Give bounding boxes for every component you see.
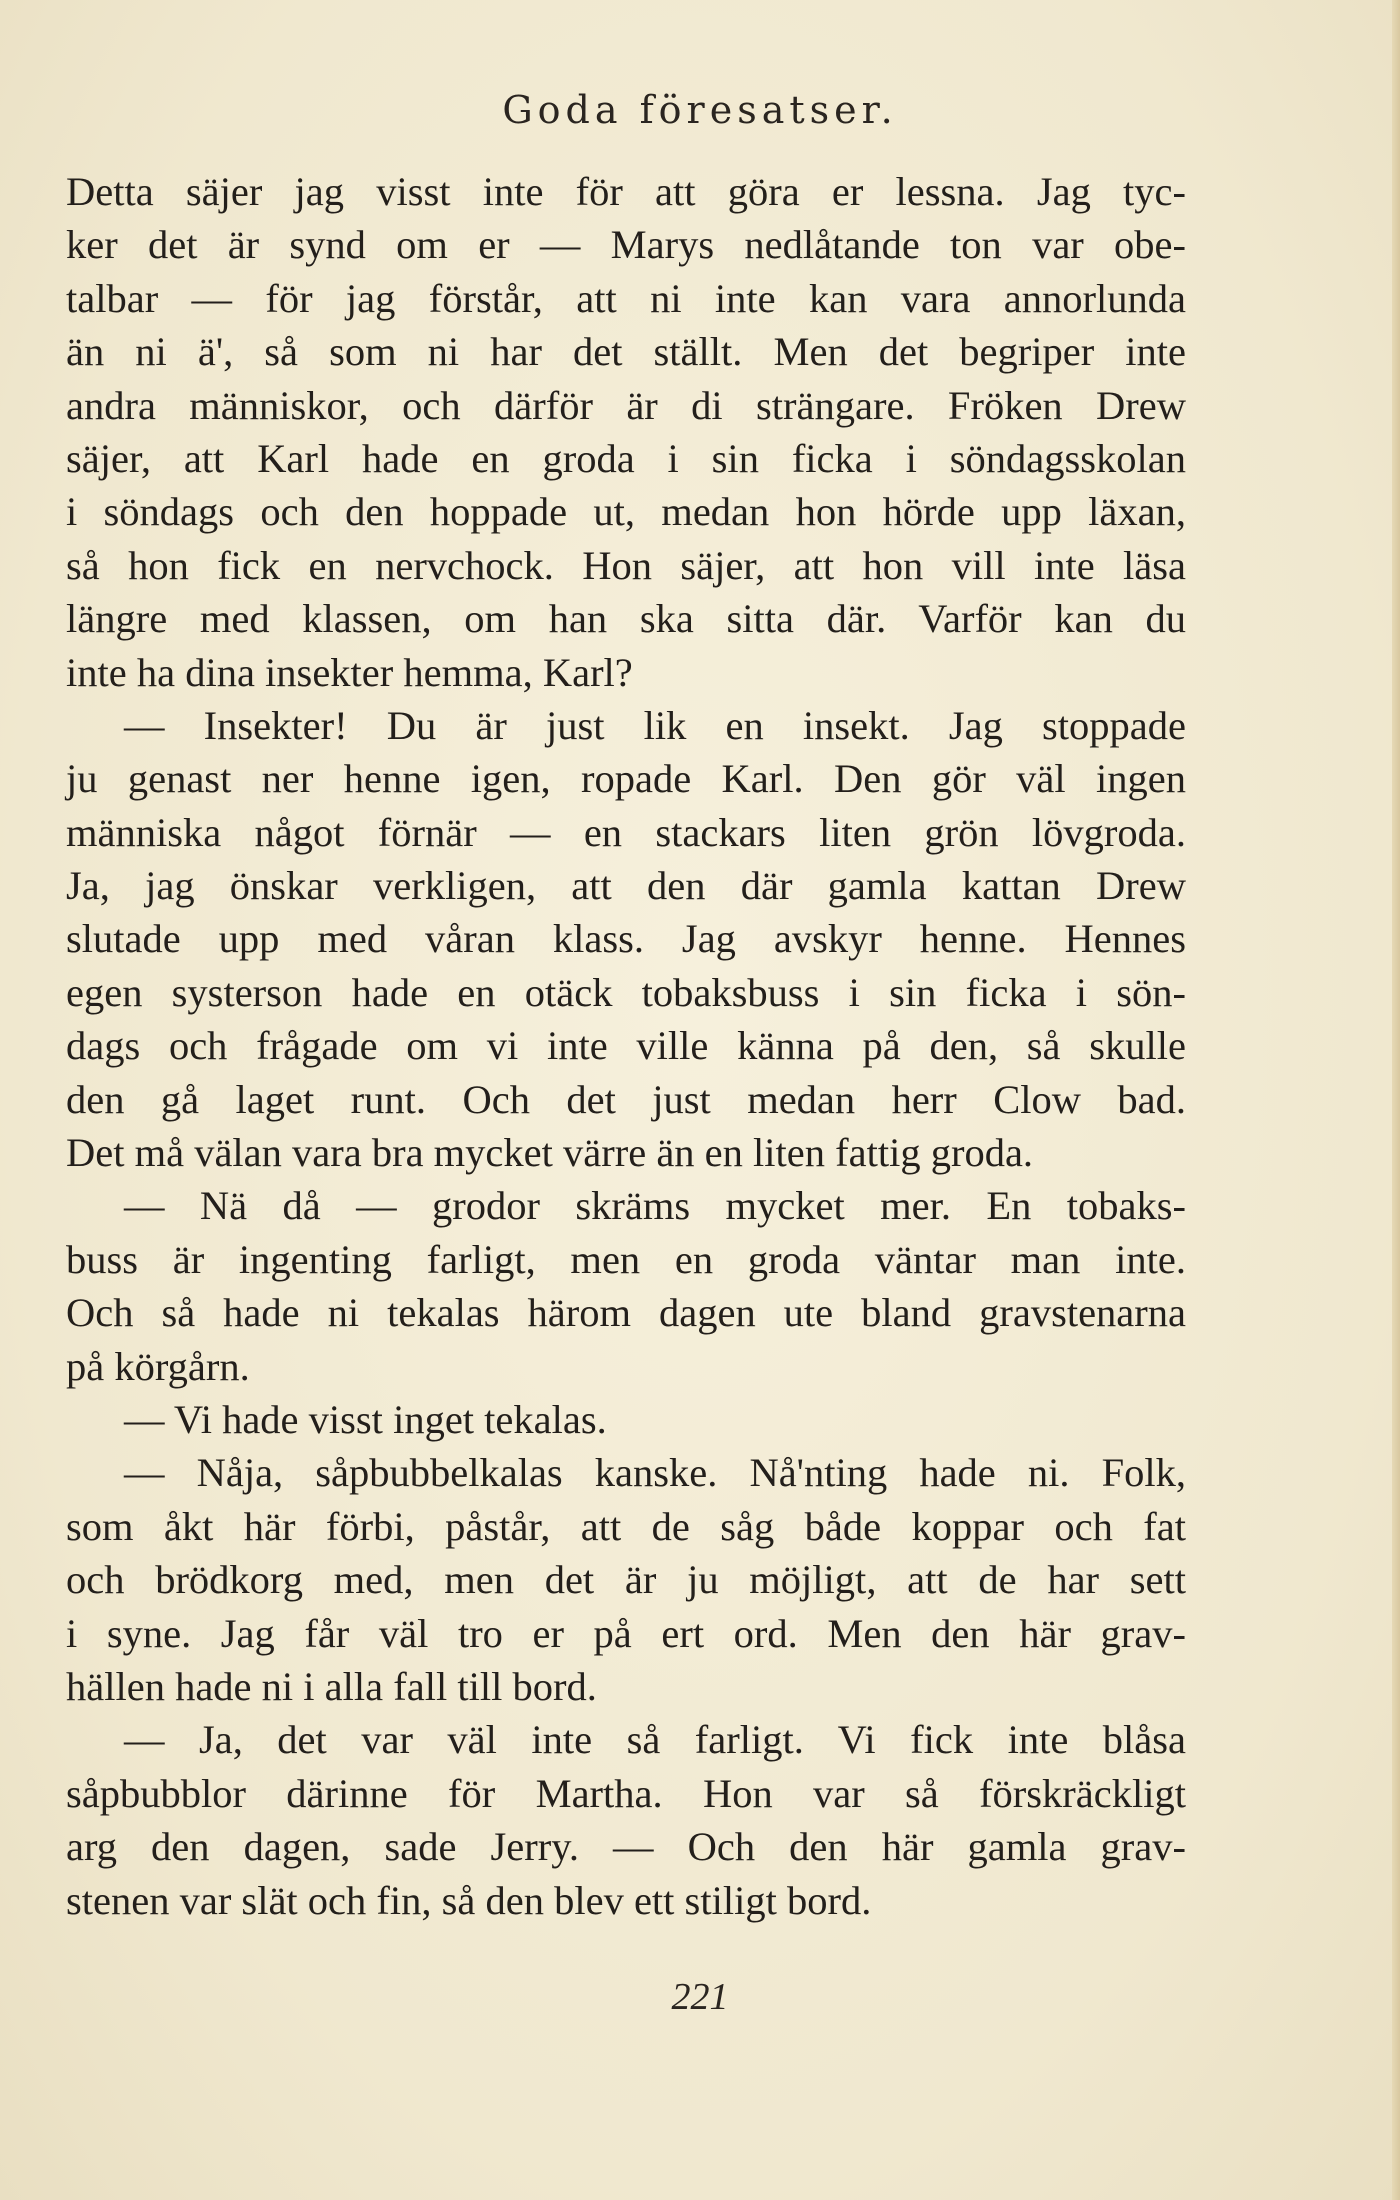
- paragraph: [66, 699, 1186, 1180]
- text-line: så hon fick en nervchock. Hon säjer, att hon vill inte läsa: [66, 542, 1186, 588]
- text-line: talbar — för jag förstår, att ni inte kan vara annorlunda: [66, 275, 1186, 321]
- text-line: buss är ingenting farligt, men en groda väntar man inte.: [66, 1236, 1186, 1282]
- text-line: — Vi hade visst inget tekalas.: [124, 1396, 607, 1442]
- text-line: säjer, att Karl hade en groda i sin ficka i söndagsskolan: [66, 435, 1186, 481]
- text-line: på körgårn.: [66, 1343, 250, 1389]
- page-number: 221: [671, 1976, 729, 2018]
- paragraph: [66, 1179, 1186, 1393]
- text-line: Och så hade ni tekalas härom dagen ute bland gravstenarna: [66, 1290, 1186, 1336]
- text-line: — Insekter! Du är just lik en insekt. Jag stoppade: [124, 702, 1186, 748]
- text-line: Detta säjer jag visst inte för att göra er lessna. Jag tyc-: [66, 169, 1186, 214]
- text-line: i söndags och den hoppade ut, medan hon hörde upp läxan,: [66, 489, 1186, 535]
- text-line: inte ha dina insekter hemma, Karl?: [66, 649, 633, 695]
- text-line: ju genast ner henne igen, ropade Karl. Den gör väl ingen: [66, 756, 1186, 802]
- text-line: stenen var slät och fin, så den blev ett stiligt bord.: [66, 1877, 872, 1923]
- text-line: människa något förnär — en stackars liten grön lövgroda.: [66, 809, 1186, 855]
- text-line: slutade upp med våran klass. Jag avskyr henne. Hennes: [66, 916, 1186, 962]
- text-line: arg den dagen, sade Jerry. — Och den här gamla grav-: [66, 1824, 1186, 1870]
- text-line: Ja, jag önskar verkligen, att den där gamla kattan Drew: [66, 863, 1186, 909]
- text-line: — Nåja, såpbubbelkalas kanske. Nå'nting hade ni. Folk,: [124, 1450, 1186, 1496]
- text-line: Det må välan vara bra mycket värre än en liten fattig groda.: [66, 1130, 1034, 1176]
- text-line: och brödkorg med, men det är ju möjligt, att de har sett: [66, 1557, 1186, 1603]
- text-line: andra människor, och därför är di strängare. Fröken Drew: [66, 382, 1186, 428]
- text-line: hällen hade ni i alla fall till bord.: [66, 1663, 597, 1709]
- body-text: [66, 165, 1186, 1927]
- text-line: i syne. Jag får väl tro er på ert ord. Men den här grav-: [66, 1610, 1186, 1656]
- paragraph: [66, 1446, 1186, 1713]
- text-line: längre med klassen, om han ska sitta där. Varför kan du: [66, 596, 1186, 642]
- text-line: — Ja, det var väl inte så farligt. Vi fick inte blåsa: [124, 1717, 1186, 1763]
- text-line: än ni ä', så som ni har det ställt. Men det begriper inte: [66, 329, 1186, 375]
- paragraph: [66, 1393, 1186, 1446]
- text-line: ker det är synd om er — Marys nedlåtande ton var obe-: [66, 222, 1186, 268]
- running-title: Goda föresatser.: [502, 88, 898, 132]
- text-line: såpbubblor därinne för Martha. Hon var så förskräckligt: [66, 1770, 1186, 1816]
- paragraph: [66, 165, 1186, 699]
- text-line: — Nä då — grodor skräms mycket mer. En tobaks-: [124, 1183, 1186, 1229]
- page-edge: [1392, 0, 1400, 2200]
- text-line: den gå laget runt. Och det just medan herr Clow bad.: [66, 1076, 1186, 1122]
- text-line: dags och frågade om vi inte ville känna på den, så skulle: [66, 1023, 1186, 1069]
- text-line: egen systerson hade en otäck tobaksbuss i sin ficka i sön-: [66, 969, 1186, 1015]
- text-line: som åkt här förbi, påstår, att de såg både koppar och fat: [66, 1503, 1186, 1549]
- paragraph: [66, 1713, 1186, 1927]
